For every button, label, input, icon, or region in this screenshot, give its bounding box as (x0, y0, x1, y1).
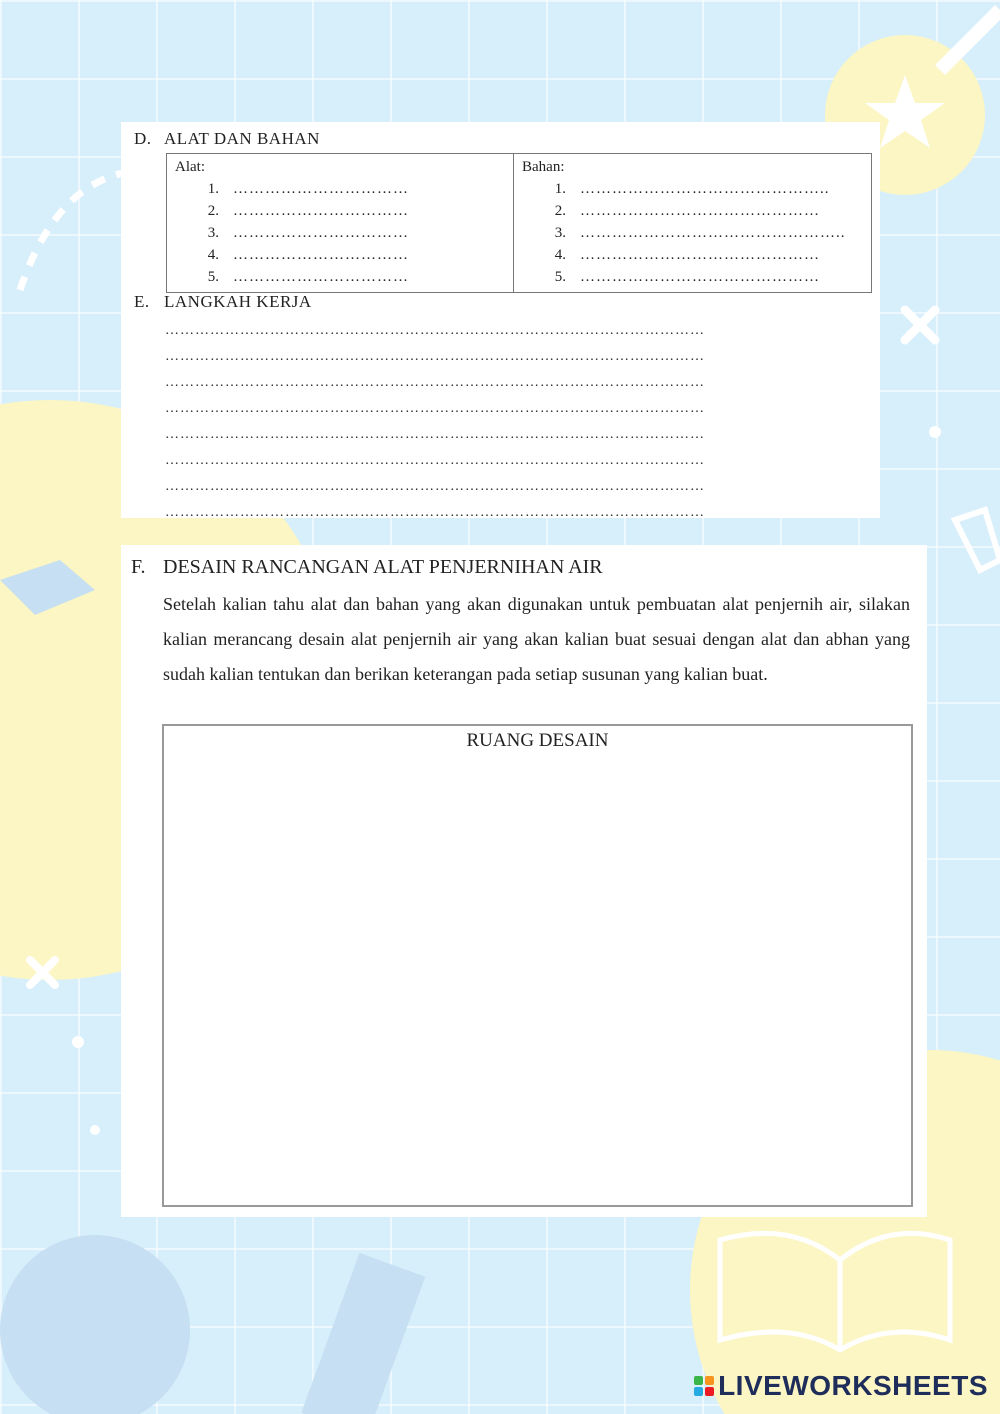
langkah-kerja-lines (165, 318, 870, 526)
section-d-heading (134, 129, 320, 149)
bahan-blank-5[interactable]: ……………………………………… (580, 269, 820, 285)
alat-blank-3[interactable]: …………………………… (233, 225, 409, 241)
section-d-letter: D. (134, 129, 152, 148)
pencil-icon (955, 510, 1000, 570)
alat-blank-2[interactable]: …………………………… (233, 203, 409, 219)
dot-decoration-3 (929, 426, 941, 438)
answer-line[interactable]: ……………………………………………………………………………………………… (165, 323, 705, 338)
alat-heading: Alat: (175, 159, 205, 175)
ruler-icon (301, 1253, 425, 1414)
alat-item: 3. …………………………… (207, 225, 409, 241)
bahan-blank-4[interactable]: ……………………………………… (580, 247, 820, 263)
answer-line[interactable]: ……………………………………………………………………………………………… (165, 453, 705, 468)
logo-mark-icon (694, 1376, 714, 1396)
alat-item: 2. …………………………… (207, 203, 409, 219)
alat-blank-5[interactable]: …………………………… (233, 269, 409, 285)
alat-item: 1. …………………………… (207, 181, 409, 197)
answer-line[interactable]: ……………………………………………………………………………………………… (165, 505, 705, 520)
answer-line[interactable]: ……………………………………………………………………………………………… (165, 427, 705, 442)
liveworksheets-logo (694, 1370, 988, 1402)
section-f-title: DESAIN RANCANGAN ALAT PENJERNIHAN AIR (163, 556, 603, 578)
bahan-blank-2[interactable]: ……………………………………… (580, 203, 820, 219)
design-area-title: RUANG DESAIN (466, 730, 609, 751)
bahan-column (514, 154, 872, 293)
answer-line[interactable]: ……………………………………………………………………………………………… (165, 401, 705, 416)
bahan-heading: Bahan: (522, 159, 565, 175)
alarm-clock-icon (0, 1235, 190, 1414)
section-e-title: LANGKAH KERJA (164, 292, 312, 311)
answer-line[interactable]: ……………………………………………………………………………………………… (165, 375, 705, 390)
section-f-heading (131, 556, 603, 579)
bahan-item: 3. ………………………………………….. (554, 225, 846, 241)
bahan-blank-1[interactable]: ……………………………………….. (580, 181, 830, 197)
bahan-item: 5. ……………………………………… (554, 269, 820, 285)
alat-bahan-table (166, 153, 872, 293)
dot-decoration (72, 1036, 84, 1048)
bahan-blank-3[interactable]: ………………………………………….. (580, 225, 846, 241)
design-area[interactable] (162, 724, 913, 1207)
alat-column (167, 154, 514, 293)
answer-line[interactable]: ……………………………………………………………………………………………… (165, 349, 705, 364)
section-e-heading (134, 292, 312, 312)
alat-item: 5. …………………………… (207, 269, 409, 285)
section-f-letter: F. (131, 556, 146, 578)
section-f-instructions: Setelah kalian tahu alat dan bahan yang akan digunakan untuk pembuatan alat penjernih air, silakan kalian merancang desain alat penjernih air yang akan kalian buat sesuai dengan alat dan abhan yang sudah kalian tentukan dan berikan keterangan pada setiap susunan yang kalian buat. (163, 594, 910, 684)
cross-icon (905, 310, 935, 340)
bahan-item: 1. ……………………………………….. (554, 181, 830, 197)
bahan-item: 2. ……………………………………… (554, 203, 820, 219)
logo-text: LIVEWORKSHEETS (718, 1370, 988, 1401)
alat-blank-1[interactable]: …………………………… (233, 181, 409, 197)
bahan-item: 4. ……………………………………… (554, 247, 820, 263)
triangle-ruler-icon (940, 10, 1000, 70)
alat-blank-4[interactable]: …………………………… (233, 247, 409, 263)
section-d-title: ALAT DAN BAHAN (164, 129, 320, 148)
section-e-letter: E. (134, 292, 150, 311)
alat-item: 4. …………………………… (207, 247, 409, 263)
answer-line[interactable]: ……………………………………………………………………………………………… (165, 479, 705, 494)
dot-decoration-2 (90, 1125, 100, 1135)
